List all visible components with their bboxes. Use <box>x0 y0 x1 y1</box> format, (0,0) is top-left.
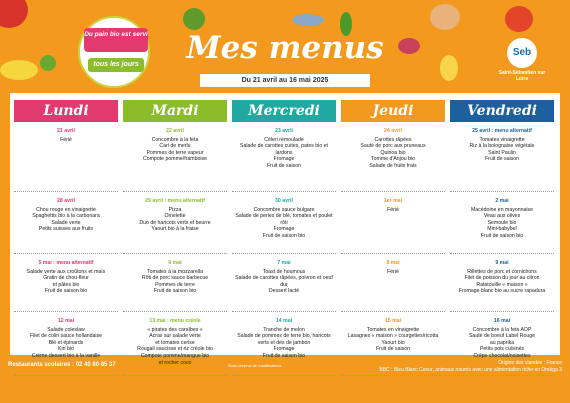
menu-cell <box>232 126 336 192</box>
footer-origin: Origine des viandes : France <box>498 360 562 366</box>
menu-item: au paprika <box>489 339 515 346</box>
menu-item: Blé et épinards <box>48 339 84 346</box>
menu-item: Fromage <box>273 226 295 233</box>
apple-decoration <box>0 0 28 28</box>
menu-item: Quinoa bio <box>380 149 406 156</box>
menu-item: Veau aux olives <box>483 213 521 220</box>
menu-item: Acras sur salade verte <box>149 333 201 340</box>
menu-item: Salade de carottes râpées, poivron et oeuf dur <box>235 275 333 288</box>
menu-item: Sauté de boeuf Label Rouge <box>468 333 536 340</box>
menu-item: Salade de pommes de terre bio, haricots verts et dés de jambon <box>237 333 331 346</box>
menu-item: Fromage <box>273 346 295 353</box>
menu-date: 15 mai <box>384 318 402 324</box>
day-header-jeudi: Jeudi <box>341 100 445 122</box>
fish-decoration <box>292 14 324 26</box>
menu-item: Cari de merlu <box>159 143 191 150</box>
menu-item: Fruit de saison bio <box>262 352 306 359</box>
menu-item: Rougail saucisse et riz créole bio <box>137 346 213 353</box>
menu-item: Toast de houmous <box>262 268 306 275</box>
menu-date: 24 avril <box>384 128 402 134</box>
badge-line-1: Du pain bio est servi <box>84 28 148 52</box>
menu-date: 9 mai <box>495 260 509 266</box>
day-headers <box>14 100 556 122</box>
menu-item: Tranche de melon <box>263 326 305 333</box>
menu-item: Semoule bio <box>487 219 517 226</box>
city-logo <box>497 38 547 90</box>
menu-item: Rillettes de porc et cornichons <box>467 268 537 275</box>
menu-item: Salade de fruits frais <box>369 162 417 169</box>
menu-cell <box>123 126 227 192</box>
menu-item: Fruit de saison <box>266 162 302 169</box>
menu-item: Mini-babybel <box>487 226 517 233</box>
menu-item: Compote pomme/framboise <box>142 156 207 163</box>
day-header-vendredi: Vendredi <box>450 100 554 122</box>
menu-item: et rocher coco <box>158 359 192 366</box>
menu-cell <box>232 258 336 312</box>
footer-notes <box>340 360 562 374</box>
day-header-lundi: Lundi <box>14 100 118 122</box>
menu-date: 2 mai <box>495 198 509 204</box>
menu-item: Kiri bio <box>58 346 74 353</box>
menu-date: 14 mai <box>275 318 293 324</box>
menu-cell <box>14 258 118 312</box>
menu-item: Concombre à la feta <box>151 136 199 143</box>
day-header-mardi: Mardi <box>123 100 227 122</box>
menu-item: Saint Paulin <box>488 149 516 156</box>
menu-cell <box>341 196 445 254</box>
menu-item: Spaghettis bio à la carbonara <box>32 213 100 220</box>
logo-mark: Seb <box>507 38 537 68</box>
menu-item: Pizza <box>168 206 182 213</box>
chicken-decoration <box>430 4 460 30</box>
menu-item: Duo de haricots verts et beurre <box>139 219 211 226</box>
menu-item: Salade coleslaw <box>47 326 85 333</box>
logo-name: Saint-Sébastien sur Loire <box>498 70 546 82</box>
menu-item: Dessert lacté <box>268 288 300 295</box>
menu-item: Concombre à la feta AOP <box>472 326 532 333</box>
menu-cell <box>341 258 445 312</box>
menu-item: Compote pomme/mangue bio <box>140 352 210 359</box>
menu-item: Salade de perles de blé, tomates et poulet rôti <box>235 213 333 226</box>
menu-item: et tomates cerise <box>155 339 195 346</box>
menu-date: 16 mai <box>493 318 511 324</box>
menu-item: Tomates à la mozzarella <box>147 268 203 275</box>
menu-cell <box>14 196 118 254</box>
menu-item: Férié <box>60 136 72 143</box>
menu-item: Filet de colin sauce hollandaise <box>29 333 103 340</box>
menu-item: Ratatouille « maison » <box>476 281 528 288</box>
menu-item: Fruit de saison bio <box>153 288 197 295</box>
menu-cell <box>14 126 118 192</box>
menu-item: Lasagnes « maison » courgettes/ricotta <box>347 333 439 340</box>
menu-date: 5 mai : menu alternatif <box>38 260 94 266</box>
menu-date: 12 mai <box>57 318 75 324</box>
menu-date: 29 avril : menu alternatif <box>145 198 205 204</box>
menu-item: Tomates en vinaigrette <box>366 326 420 333</box>
menu-item: Sauté de porc aux pruneaux <box>360 143 426 150</box>
menu-item: Fruit de saison bio <box>262 232 306 239</box>
menu-cell <box>450 196 554 254</box>
menu-item: Fromage blanc bio au sucre rapadura <box>458 288 546 295</box>
menu-date: 25 avril : menu alternatif <box>472 128 532 134</box>
menu-date: 28 avril <box>57 198 75 204</box>
menu-item: Salade de carottes cuites, pates bio et lardons <box>240 143 328 156</box>
badge-line-2: tous les jours <box>88 58 144 72</box>
menu-item: Férié <box>387 206 399 213</box>
menu-item: Pommes de terre vapeur <box>146 149 204 156</box>
menu-item: Carottes râpées <box>374 136 412 143</box>
menu-item: Crêpe chocolat/noisettes <box>473 352 531 359</box>
menu-item: Fruit de saison bio <box>44 288 88 295</box>
menu-item: Chou rouge en vinaigrette <box>36 206 96 213</box>
menu-item: Salade verte <box>51 219 81 226</box>
day-header-mercredi: Mercredi <box>232 100 336 122</box>
menu-item: Fruit de saison <box>375 346 411 353</box>
menu-item: Férié <box>387 268 399 275</box>
menu-item: Filet de poisson du jour au citron <box>464 275 540 282</box>
menu-date: 22 avril <box>166 128 184 134</box>
menu-date: 21 avril <box>57 128 75 134</box>
menu-date: 7 mai <box>277 260 291 266</box>
menu-item: Rôti de porc sauce barbecue <box>141 275 209 282</box>
menu-item: Crème dessert bio à la vanille <box>31 352 101 359</box>
menu-item: Céleri rémoulade <box>264 136 304 143</box>
menu-date: 30 avril <box>275 198 293 204</box>
menu-item: Petits pois cuisinés <box>479 346 525 353</box>
menu-item: Pommes de terre <box>155 281 195 288</box>
menu-item: Tomme d'Anjou bio <box>371 156 415 163</box>
bio-bread-badge <box>78 16 150 88</box>
menu-item: Fruit de saison bio <box>480 232 524 239</box>
footer-disclaimer: Sous réserve de modifications <box>228 363 282 368</box>
menu-cell <box>123 196 227 254</box>
menu-item: Macédoine en mayonnaise <box>470 206 533 213</box>
menu-date: 8 mai <box>386 260 400 266</box>
menu-cell <box>450 258 554 312</box>
menu-cell <box>341 126 445 192</box>
broccoli-decoration <box>183 8 205 30</box>
menu-item: et pâtes bio <box>52 281 80 288</box>
footer-phone: Restaurants scolaires : 02 40 80 85 37 <box>8 362 116 368</box>
menu-item: Tomates vinaigrette <box>479 136 525 143</box>
date-range: Du 21 avril au 16 mai 2025 <box>200 74 370 87</box>
menu-item: Yaourt bio <box>381 339 405 346</box>
menu-item: « pirates des caraïbes » <box>147 326 203 333</box>
menu-item: Yaourt bio à la fraise <box>151 226 199 233</box>
page-title: Mes menus <box>186 30 384 66</box>
menu-item: Petits suisses aux fruits <box>38 226 94 233</box>
menu-item: Fromage <box>273 156 295 163</box>
tomato-decoration <box>505 6 533 32</box>
menu-item: Concombre sauce bulgare <box>253 206 315 213</box>
menu-item: Riz à la bolognaise végétale <box>469 143 535 150</box>
menu-item: Salade verte aux croûtons et maïs <box>26 268 106 275</box>
menu-cell <box>232 196 336 254</box>
footer-bbc: BBC : Bleu Blanc Coeur, animaux nourris avec une alimentation riche en Oméga 3 <box>379 367 562 373</box>
menu-cell <box>450 126 554 192</box>
menu-date: 6 mai <box>168 260 182 266</box>
menu-item: Fruit de saison <box>484 156 520 163</box>
menu-item: Gratin de chou-fleur <box>43 275 89 282</box>
menu-date: 23 avril <box>275 128 293 134</box>
menu-cell <box>123 258 227 312</box>
menu-item: Omelette <box>164 213 186 220</box>
menu-date: 13 mai : menu créole <box>149 318 201 324</box>
menu-date: 1er mai <box>383 198 403 204</box>
